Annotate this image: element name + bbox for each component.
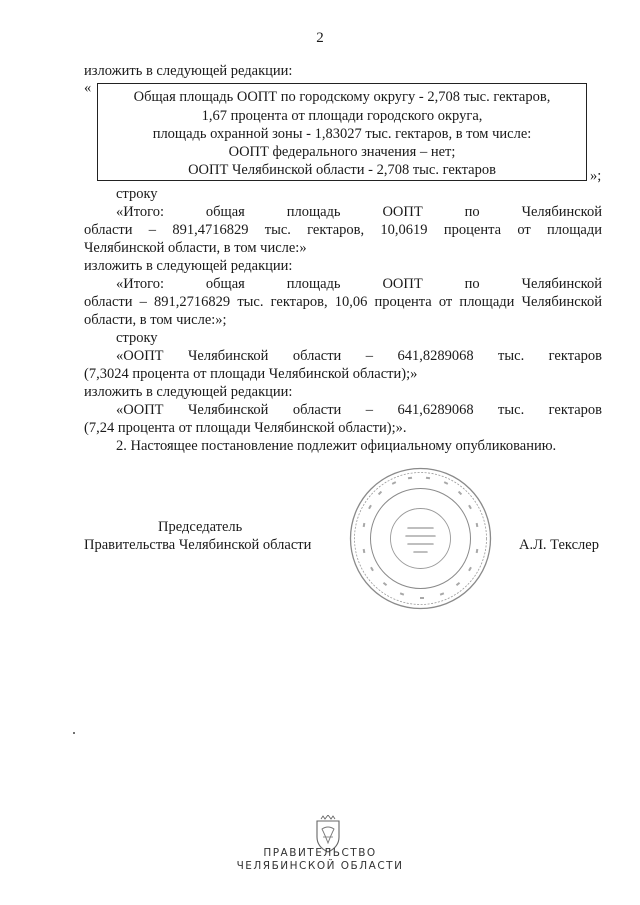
- box-line-2: 1,67 процента от площади городского округа,: [201, 108, 483, 124]
- page-number: 2: [316, 30, 324, 46]
- amendment-box: [97, 83, 587, 181]
- body-line: строку: [116, 330, 158, 346]
- box-line-4: ООПТ федерального значения – нет;: [228, 144, 456, 160]
- signature-title-2: Правительства Челябинской области: [84, 537, 312, 553]
- body-line: изложить в следующей редакции:: [84, 258, 293, 274]
- body-line: строку: [116, 186, 158, 202]
- intro-text: изложить в следующей редакции:: [84, 63, 293, 79]
- body-line: (7,24 процента от площади Челябинской области);».: [84, 420, 407, 436]
- body-line: «ООПТ Челябинской области – 641,6289068 тыс. гектаров: [116, 402, 602, 418]
- body-line: области – 891,4716829 тыс. гектаров, 10,0619 процента от площади: [84, 222, 602, 238]
- quote-open: «: [84, 80, 92, 96]
- body-line: «ООПТ Челябинской области – 641,8289068 тыс. гектаров: [116, 348, 602, 364]
- box-line-3: площадь охранной зоны - 1,83027 тыс. гектаров, в том числе:: [152, 126, 532, 142]
- body-line: «Итого: общая площадь ООПТ по Челябинской: [116, 276, 602, 292]
- signatory-name: А.Л. Текслер: [519, 537, 599, 553]
- body-line: изложить в следующей редакции:: [84, 384, 293, 400]
- footer-line-1: ПРАВИТЕЛЬСТВО: [263, 847, 377, 859]
- box-line-5: ООПТ Челябинской области - 2,708 тыс. гектаров: [188, 162, 496, 178]
- footer-line-2: ЧЕЛЯБИНСКОЙ ОБЛАСТИ: [236, 860, 404, 872]
- quote-close: »;: [590, 168, 602, 184]
- body-line: области, в том числе:»;: [84, 312, 227, 328]
- margin-mark: [73, 732, 75, 734]
- signature-title-1: Председатель: [158, 519, 243, 535]
- body-line: (7,3024 процента от площади Челябинской области);»: [84, 366, 418, 382]
- body-line: 2. Настоящее постановление подлежит официальному опубликованию.: [116, 438, 557, 454]
- box-line-1: Общая площадь ООПТ по городскому округу - 2,708 тыс. гектаров,: [133, 89, 551, 105]
- official-stamp-icon: [348, 466, 493, 611]
- body-line: Челябинской области, в том числе:»: [84, 240, 307, 256]
- body-line: «Итого: общая площадь ООПТ по Челябинской: [116, 204, 602, 220]
- body-line: области – 891,2716829 тыс. гектаров, 10,06 процента от площади Челябинской: [84, 294, 602, 310]
